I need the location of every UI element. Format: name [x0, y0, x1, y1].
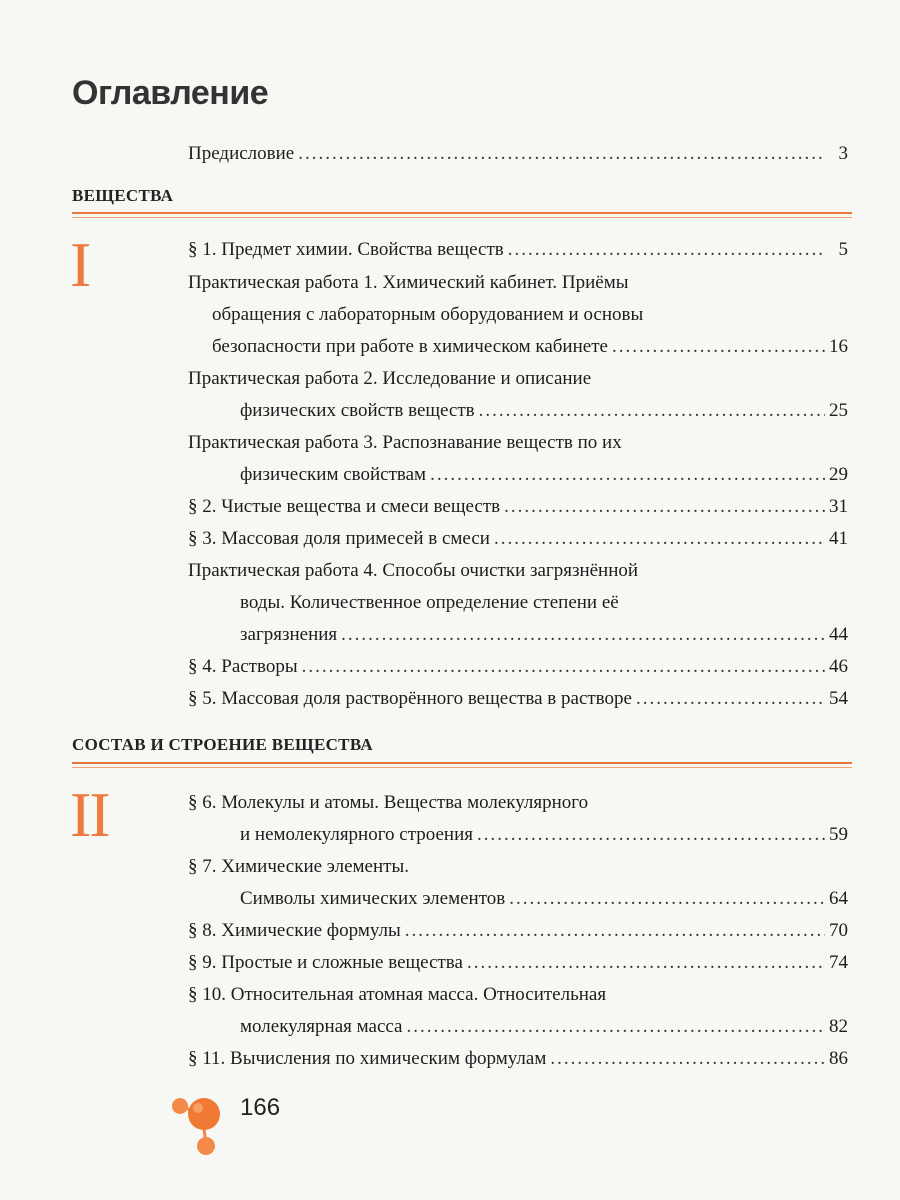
page-title: Оглавление	[72, 74, 269, 112]
toc-entry[interactable]	[240, 395, 848, 427]
section-numeral: I	[70, 229, 90, 300]
toc-entry-text: физических свойств веществ	[240, 400, 475, 421]
leader-dots	[405, 915, 825, 947]
toc-entry[interactable]	[188, 234, 848, 266]
toc-entry-text: § 5. Массовая доля растворённого вещества в растворе	[188, 688, 632, 709]
toc-entry-text: и немолекулярного строения	[240, 824, 474, 845]
leader-dots	[509, 883, 825, 915]
toc-entry-text: § 3. Массовая доля примесей в смеси	[188, 528, 490, 549]
toc-entry-text: безопасности при работе в химическом кабинете	[212, 336, 608, 357]
leader-dots	[504, 491, 825, 523]
toc-entry-text: § 9. Простые и сложные вещества	[188, 952, 463, 973]
toc-page-number: 46	[829, 656, 848, 677]
toc-entry-text: Предисловие	[188, 143, 295, 164]
toc-entry-line[interactable]: Практическая работа 2. Исследование и описание	[188, 368, 592, 389]
toc-entry-text: загрязнения	[240, 624, 338, 645]
toc-entry-line[interactable]: Практическая работа 4. Способы очистки загрязнённой	[188, 560, 639, 581]
toc-page-number: 3	[838, 143, 848, 164]
toc-entry-line[interactable]: Практическая работа 1. Химический кабинет. Приёмы	[188, 272, 629, 293]
toc-entry-text: молекулярная масса	[240, 1016, 403, 1037]
toc-entry-text: § 2. Чистые вещества и смеси веществ	[188, 496, 501, 517]
leader-dots	[479, 395, 825, 427]
toc-entry[interactable]	[188, 651, 848, 683]
toc-entry-line[interactable]: обращения с лабораторным оборудованием и основы	[212, 304, 644, 325]
molecule-icon	[168, 1090, 240, 1162]
toc-entry[interactable]	[188, 683, 848, 715]
toc-entry-text: § 8. Химические формулы	[188, 920, 401, 941]
section-heading: ВЕЩЕСТВА	[72, 186, 174, 205]
section-rule	[72, 762, 852, 768]
toc-page-number: 82	[829, 1016, 848, 1037]
leader-dots	[508, 234, 826, 266]
toc-entry-line[interactable]: § 6. Молекулы и атомы. Вещества молекулярного	[188, 792, 589, 813]
leader-dots	[467, 947, 825, 979]
toc-page-number: 74	[829, 952, 848, 973]
section-heading: СОСТАВ И СТРОЕНИЕ ВЕЩЕСТВА	[72, 735, 373, 754]
leader-dots	[636, 683, 825, 715]
toc-entry[interactable]	[188, 947, 848, 979]
toc-entry[interactable]	[188, 523, 848, 555]
toc-entry-line[interactable]: Практическая работа 3. Распознавание веществ по их	[188, 432, 622, 453]
toc-entry-preface[interactable]	[188, 138, 848, 170]
leader-dots	[341, 619, 825, 651]
leader-dots	[612, 331, 825, 363]
toc-page-number: 70	[829, 920, 848, 941]
leader-dots	[550, 1043, 825, 1075]
leader-dots	[430, 459, 825, 491]
toc-entry[interactable]	[188, 915, 848, 947]
toc-entry[interactable]	[240, 883, 848, 915]
section-rule	[72, 212, 852, 218]
leader-dots	[406, 1011, 825, 1043]
toc-entry-text: Символы химических элементов	[240, 888, 506, 909]
toc-page-number: 5	[838, 239, 848, 260]
toc-page-number: 54	[829, 688, 848, 709]
toc-page-number: 16	[829, 336, 848, 357]
toc-entry-text: § 4. Растворы	[188, 656, 298, 677]
section-numeral: II	[70, 779, 109, 850]
toc-entry[interactable]	[240, 459, 848, 491]
page-number: 166	[240, 1094, 281, 1121]
toc-page-number: 31	[829, 496, 848, 517]
toc-page-number: 29	[829, 464, 848, 485]
toc-entry-line[interactable]: § 7. Химические элементы.	[188, 856, 409, 877]
leader-dots	[298, 138, 826, 170]
toc-page-number: 64	[829, 888, 848, 909]
toc-page-number: 86	[829, 1048, 848, 1069]
toc-entry[interactable]	[240, 619, 848, 651]
toc-page-number: 41	[829, 528, 848, 549]
toc-entry[interactable]	[188, 1043, 848, 1075]
leader-dots	[302, 651, 825, 683]
toc-page-number: 44	[829, 624, 848, 645]
toc-page-number: 25	[829, 400, 848, 421]
toc-entry-text: физическим свойствам	[240, 464, 427, 485]
toc-entry-line[interactable]: воды. Количественное определение степени её	[240, 592, 619, 613]
toc-entry-text: § 11. Вычисления по химическим формулам	[188, 1048, 547, 1069]
toc-entry[interactable]	[212, 331, 848, 363]
leader-dots	[477, 819, 825, 851]
toc-page-number: 59	[829, 824, 848, 845]
toc-entry-line[interactable]: § 10. Относительная атомная масса. Относительная	[188, 984, 607, 1005]
toc-entry[interactable]	[240, 1011, 848, 1043]
leader-dots	[494, 523, 825, 555]
toc-entry[interactable]	[188, 491, 848, 523]
toc-entry[interactable]	[240, 819, 848, 851]
toc-entry-text: § 1. Предмет химии. Свойства веществ	[188, 239, 504, 260]
